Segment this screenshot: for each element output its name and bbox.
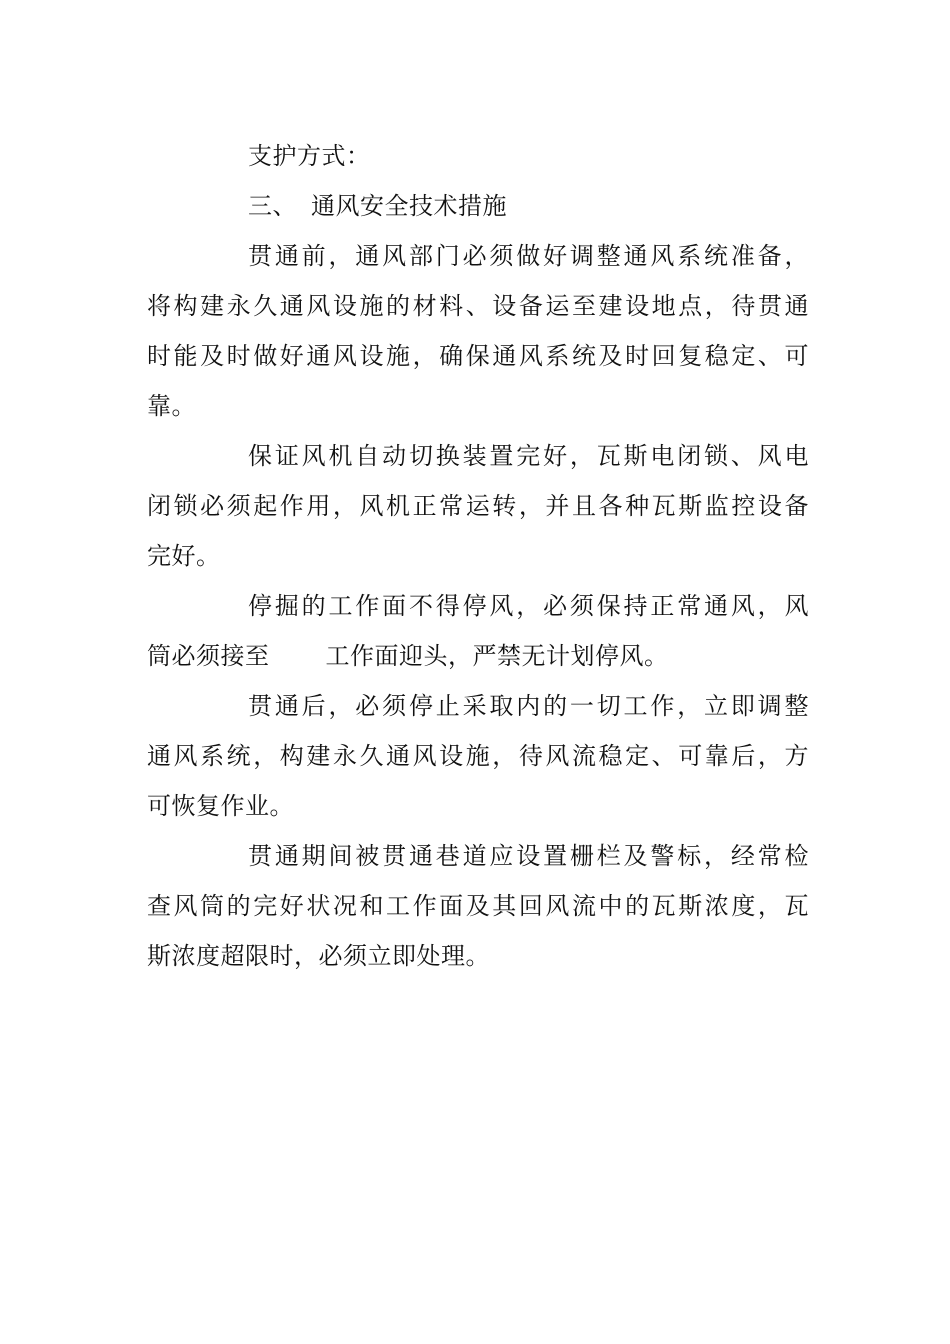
paragraph-line: 查风筒的完好状况和工作面及其回风流中的瓦斯浓度，瓦 [147, 892, 809, 920]
support-method-label: 支护方式： [248, 142, 371, 170]
document-body [147, 131, 809, 981]
paragraph-line: 将构建永久通风设施的材料、设备运至建设地点，待贯通 [147, 292, 809, 320]
paragraph-line: 贯通后，必须停止采取内的一切工作，立即调整 [248, 692, 809, 720]
paragraph-line: 可恢复作业。 [147, 792, 294, 820]
line-segment: 工作面迎头，严禁无计划停风。 [325, 642, 669, 670]
paragraph-line: 通风系统，构建永久通风设施，待风流稳定、可靠后，方 [147, 742, 809, 770]
paragraph-line: 闭锁必须起作用，风机正常运转，并且各种瓦斯监控设备 [147, 492, 809, 520]
section-title: 通风安全技术措施 [311, 192, 507, 220]
paragraph-line: 贯通期间被贯通巷道应设置栅栏及警标，经常检 [248, 842, 809, 870]
paragraph-line [147, 631, 809, 681]
paragraph-line: 贯通前，通风部门必须做好调整通风系统准备， [248, 242, 809, 270]
line-segment: 筒必须接至 [147, 642, 270, 670]
paragraph-stopped-face [147, 581, 809, 681]
paragraph-line: 保证风机自动切换装置完好，瓦斯电闭锁、风电 [248, 442, 809, 470]
section-number: 三、 [248, 192, 297, 220]
section-heading [147, 181, 809, 231]
paragraph-line: 完好。 [147, 542, 221, 570]
paragraph-during-breakthrough [147, 831, 809, 981]
paragraph-line: 停掘的工作面不得停风，必须保持正常通风，风 [248, 592, 809, 620]
paragraph-line: 斯浓度超限时，必须立即处理。 [147, 942, 490, 970]
paragraph-line: 时能及时做好通风设施，确保通风系统及时回复稳定、可 [147, 342, 809, 370]
paragraph-pre-breakthrough [147, 231, 809, 431]
paragraph-fan-switch [147, 431, 809, 581]
paragraph-line: 靠。 [147, 392, 196, 420]
paragraph-post-breakthrough [147, 681, 809, 831]
